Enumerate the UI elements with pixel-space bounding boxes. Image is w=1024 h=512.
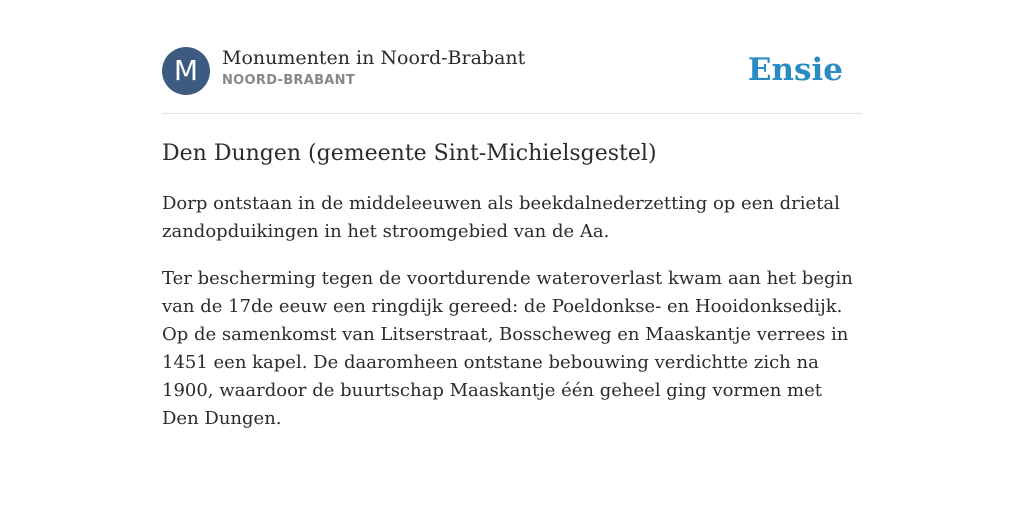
collection-subtitle: NOORD-BRABANT bbox=[222, 73, 356, 88]
article-title: Den Dungen (gemeente Sint-Michielsgestel) bbox=[162, 141, 657, 166]
article-paragraph: Dorp ontstaan in de middeleeuwen als beekdalnederzetting op een drietal zandopduikingen in het stroomgebied van de Aa. bbox=[162, 193, 840, 242]
ensie-logo[interactable]: Ensie bbox=[747, 52, 843, 88]
article-card bbox=[162, 44, 862, 433]
article-paragraph: Ter bescherming tegen de voortdurende wateroverlast kwam aan het begin van de 17de eeuw een ringdijk gereed: de Poeldonkse- en Hooidonksedijk. Op de samenkomst van Litserstraat, Bosscheweg en Maaskantje verrees in 1451 een kapel. De daaromheen ontstane bebouwing verdichtte zich na 1900, waardoor de buurtschap Maaskantje één geheel ging vormen met Den Dungen. bbox=[162, 268, 853, 429]
collection-header bbox=[162, 44, 862, 114]
collection-title-block bbox=[222, 46, 525, 89]
avatar[interactable]: M bbox=[162, 47, 210, 95]
collection-title[interactable]: Monumenten in Noord-Brabant bbox=[222, 47, 526, 69]
